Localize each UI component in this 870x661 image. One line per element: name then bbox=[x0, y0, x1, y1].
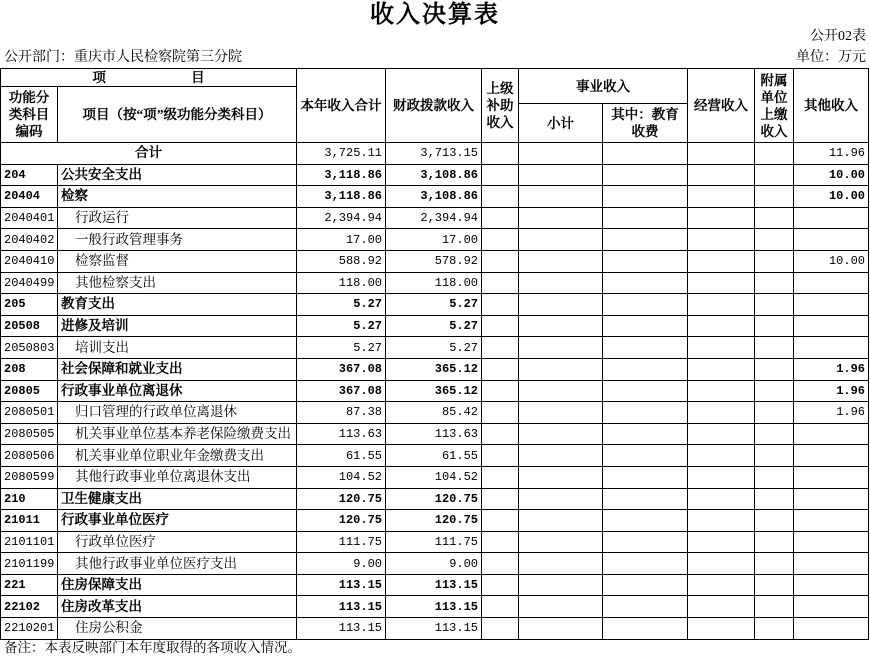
business-subtotal-cell bbox=[519, 488, 603, 510]
other-income-cell bbox=[794, 315, 869, 337]
business-subtotal-cell bbox=[519, 596, 603, 618]
subject-code-cell: 21011 bbox=[1, 510, 58, 532]
table-row bbox=[1, 164, 869, 186]
other-income-cell: 1.96 bbox=[794, 380, 869, 402]
superior-subsidy-cell bbox=[482, 445, 519, 467]
total-income-cell: 113.63 bbox=[297, 423, 386, 445]
business-subtotal-cell bbox=[519, 423, 603, 445]
other-income-cell bbox=[794, 574, 869, 596]
fiscal-allocation-cell: 118.00 bbox=[386, 272, 482, 294]
other-income-cell bbox=[794, 466, 869, 488]
fiscal-allocation-cell: 365.12 bbox=[386, 380, 482, 402]
header-row bbox=[1, 69, 869, 87]
subject-name-cell: 其他行政事业单位医疗支出 bbox=[58, 553, 297, 575]
affiliated-income-cell bbox=[755, 358, 794, 380]
education-fee-cell bbox=[603, 250, 688, 272]
total-income-cell: 5.27 bbox=[297, 294, 386, 316]
operating-income-cell bbox=[688, 164, 755, 186]
business-subtotal-cell bbox=[519, 337, 603, 359]
table-row bbox=[1, 294, 869, 316]
affiliated-income-cell bbox=[755, 337, 794, 359]
fiscal-allocation-cell: 578.92 bbox=[386, 250, 482, 272]
education-fee-cell bbox=[603, 596, 688, 618]
education-fee-cell bbox=[603, 380, 688, 402]
fiscal-allocation-cell: 113.15 bbox=[386, 574, 482, 596]
header-superior-subsidy-label: 上级补助收入 bbox=[486, 81, 514, 130]
fiscal-allocation-cell: 113.15 bbox=[386, 618, 482, 640]
total-income-cell: 588.92 bbox=[297, 250, 386, 272]
total-label: 合计 bbox=[1, 143, 297, 165]
operating-income-cell bbox=[688, 596, 755, 618]
table-row bbox=[1, 402, 869, 424]
operating-income-cell bbox=[688, 143, 755, 165]
affiliated-income-cell bbox=[755, 596, 794, 618]
superior-subsidy-cell bbox=[482, 294, 519, 316]
superior-subsidy-cell bbox=[482, 618, 519, 640]
business-subtotal-cell bbox=[519, 380, 603, 402]
business-subtotal-cell bbox=[519, 229, 603, 251]
income-table bbox=[0, 68, 869, 640]
fiscal-allocation-cell: 3,108.86 bbox=[386, 186, 482, 208]
subject-code-cell: 221 bbox=[1, 574, 58, 596]
business-subtotal-cell bbox=[519, 164, 603, 186]
table-row bbox=[1, 466, 869, 488]
page-title: 收入决算表 bbox=[370, 2, 500, 28]
fiscal-allocation-cell: 113.63 bbox=[386, 423, 482, 445]
subject-code-cell: 2040410 bbox=[1, 250, 58, 272]
fiscal-allocation-cell: 5.27 bbox=[386, 294, 482, 316]
total-income-cell: 17.00 bbox=[297, 229, 386, 251]
subject-code-cell: 20508 bbox=[1, 315, 58, 337]
superior-subsidy-cell bbox=[482, 423, 519, 445]
superior-subsidy-cell bbox=[482, 466, 519, 488]
superior-subsidy-cell bbox=[482, 143, 519, 165]
table-row bbox=[1, 574, 869, 596]
table-row bbox=[1, 229, 869, 251]
other-income-cell: 11.96 bbox=[794, 143, 869, 165]
subject-name-cell: 住房公积金 bbox=[58, 618, 297, 640]
superior-subsidy-cell bbox=[482, 315, 519, 337]
superior-subsidy-cell bbox=[482, 272, 519, 294]
total-income-cell: 3,118.86 bbox=[297, 164, 386, 186]
business-subtotal-cell bbox=[519, 143, 603, 165]
subject-name-cell: 行政事业单位医疗 bbox=[58, 510, 297, 532]
affiliated-income-cell bbox=[755, 553, 794, 575]
affiliated-income-cell bbox=[755, 488, 794, 510]
other-income-cell bbox=[794, 445, 869, 467]
table-row bbox=[1, 250, 869, 272]
table-row bbox=[1, 380, 869, 402]
affiliated-income-cell bbox=[755, 531, 794, 553]
unit-label: 单位：万元 bbox=[796, 50, 866, 65]
affiliated-income-cell bbox=[755, 294, 794, 316]
subject-code-cell: 20404 bbox=[1, 186, 58, 208]
subject-name-cell: 社会保障和就业支出 bbox=[58, 358, 297, 380]
fiscal-allocation-cell: 5.27 bbox=[386, 315, 482, 337]
header-subject-code-label: 功能分类科目编码 bbox=[8, 90, 50, 139]
subject-name-cell: 一般行政管理事务 bbox=[58, 229, 297, 251]
education-fee-cell bbox=[603, 531, 688, 553]
fiscal-allocation-cell: 9.00 bbox=[386, 553, 482, 575]
subject-name-cell: 行政事业单位离退休 bbox=[58, 380, 297, 402]
education-fee-cell bbox=[603, 186, 688, 208]
affiliated-income-cell bbox=[755, 618, 794, 640]
affiliated-income-cell bbox=[755, 229, 794, 251]
business-subtotal-cell bbox=[519, 574, 603, 596]
header-business-subtotal: 小计 bbox=[519, 104, 603, 143]
subject-code-cell: 22102 bbox=[1, 596, 58, 618]
affiliated-income-cell bbox=[755, 250, 794, 272]
affiliated-income-cell bbox=[755, 207, 794, 229]
subject-code-cell: 2101101 bbox=[1, 531, 58, 553]
business-subtotal-cell bbox=[519, 358, 603, 380]
subject-name-cell: 机关事业单位基本养老保险缴费支出 bbox=[58, 423, 297, 445]
subject-name-cell: 公共安全支出 bbox=[58, 164, 297, 186]
table-row bbox=[1, 618, 869, 640]
fiscal-allocation-cell: 120.75 bbox=[386, 510, 482, 532]
table-row bbox=[1, 488, 869, 510]
subject-code-cell: 2080506 bbox=[1, 445, 58, 467]
affiliated-income-cell bbox=[755, 380, 794, 402]
subject-name-cell: 住房保障支出 bbox=[58, 574, 297, 596]
subject-code-cell: 2080501 bbox=[1, 402, 58, 424]
education-fee-cell bbox=[603, 143, 688, 165]
business-subtotal-cell bbox=[519, 272, 603, 294]
other-income-cell: 10.00 bbox=[794, 186, 869, 208]
table-row bbox=[1, 531, 869, 553]
affiliated-income-cell bbox=[755, 445, 794, 467]
business-subtotal-cell bbox=[519, 618, 603, 640]
header-subject-code bbox=[1, 87, 58, 143]
total-income-cell: 61.55 bbox=[297, 445, 386, 467]
fiscal-allocation-cell: 3,713.15 bbox=[386, 143, 482, 165]
other-income-cell bbox=[794, 510, 869, 532]
superior-subsidy-cell bbox=[482, 402, 519, 424]
affiliated-income-cell bbox=[755, 466, 794, 488]
subject-code-cell: 20805 bbox=[1, 380, 58, 402]
education-fee-cell bbox=[603, 466, 688, 488]
business-subtotal-cell bbox=[519, 553, 603, 575]
affiliated-income-cell bbox=[755, 423, 794, 445]
operating-income-cell bbox=[688, 380, 755, 402]
education-fee-cell bbox=[603, 358, 688, 380]
total-row bbox=[1, 143, 869, 165]
table-row bbox=[1, 358, 869, 380]
total-income-cell: 5.27 bbox=[297, 337, 386, 359]
total-income-cell: 2,394.94 bbox=[297, 207, 386, 229]
header-affiliated-income bbox=[755, 69, 794, 143]
subject-code-cell: 2080599 bbox=[1, 466, 58, 488]
superior-subsidy-cell bbox=[482, 186, 519, 208]
total-income-cell: 3,725.11 bbox=[297, 143, 386, 165]
superior-subsidy-cell bbox=[482, 510, 519, 532]
business-subtotal-cell bbox=[519, 402, 603, 424]
business-subtotal-cell bbox=[519, 466, 603, 488]
table-row bbox=[1, 337, 869, 359]
other-income-cell bbox=[794, 337, 869, 359]
other-income-cell: 10.00 bbox=[794, 250, 869, 272]
business-subtotal-cell bbox=[519, 510, 603, 532]
operating-income-cell bbox=[688, 337, 755, 359]
fiscal-allocation-cell: 111.75 bbox=[386, 531, 482, 553]
other-income-cell: 1.96 bbox=[794, 358, 869, 380]
business-subtotal-cell bbox=[519, 315, 603, 337]
other-income-cell bbox=[794, 423, 869, 445]
subject-name-cell: 行政运行 bbox=[58, 207, 297, 229]
total-income-cell: 118.00 bbox=[297, 272, 386, 294]
subject-name-cell: 检察监督 bbox=[58, 250, 297, 272]
superior-subsidy-cell bbox=[482, 596, 519, 618]
operating-income-cell bbox=[688, 466, 755, 488]
header-fiscal-allocation: 财政拨款收入 bbox=[386, 69, 482, 143]
total-income-cell: 113.15 bbox=[297, 596, 386, 618]
subject-code-cell: 210 bbox=[1, 488, 58, 510]
operating-income-cell bbox=[688, 574, 755, 596]
operating-income-cell bbox=[688, 294, 755, 316]
fiscal-allocation-cell: 104.52 bbox=[386, 466, 482, 488]
operating-income-cell bbox=[688, 445, 755, 467]
operating-income-cell bbox=[688, 618, 755, 640]
education-fee-cell bbox=[603, 164, 688, 186]
fiscal-allocation-cell: 120.75 bbox=[386, 488, 482, 510]
other-income-cell bbox=[794, 272, 869, 294]
business-subtotal-cell bbox=[519, 186, 603, 208]
other-income-cell: 1.96 bbox=[794, 402, 869, 424]
subject-name-cell: 进修及培训 bbox=[58, 315, 297, 337]
other-income-cell bbox=[794, 618, 869, 640]
total-income-cell: 5.27 bbox=[297, 315, 386, 337]
affiliated-income-cell bbox=[755, 143, 794, 165]
header-item bbox=[1, 69, 297, 87]
other-income-cell bbox=[794, 596, 869, 618]
superior-subsidy-cell bbox=[482, 250, 519, 272]
table-row bbox=[1, 272, 869, 294]
table-row bbox=[1, 315, 869, 337]
subject-name-cell: 培训支出 bbox=[58, 337, 297, 359]
total-income-cell: 120.75 bbox=[297, 510, 386, 532]
superior-subsidy-cell bbox=[482, 531, 519, 553]
education-fee-cell bbox=[603, 574, 688, 596]
superior-subsidy-cell bbox=[482, 358, 519, 380]
subject-code-cell: 2050803 bbox=[1, 337, 58, 359]
header-education-fee bbox=[603, 104, 688, 143]
table-row bbox=[1, 510, 869, 532]
superior-subsidy-cell bbox=[482, 229, 519, 251]
total-income-cell: 87.38 bbox=[297, 402, 386, 424]
fiscal-allocation-cell: 365.12 bbox=[386, 358, 482, 380]
total-income-cell: 367.08 bbox=[297, 358, 386, 380]
operating-income-cell bbox=[688, 229, 755, 251]
header-education-fee-label: 其中：教育收费 bbox=[611, 107, 679, 139]
total-income-cell: 367.08 bbox=[297, 380, 386, 402]
other-income-cell bbox=[794, 531, 869, 553]
fiscal-allocation-cell: 61.55 bbox=[386, 445, 482, 467]
affiliated-income-cell bbox=[755, 164, 794, 186]
subject-name-cell: 机关事业单位职业年金缴费支出 bbox=[58, 445, 297, 467]
total-income-cell: 113.15 bbox=[297, 618, 386, 640]
education-fee-cell bbox=[603, 402, 688, 424]
superior-subsidy-cell bbox=[482, 553, 519, 575]
education-fee-cell bbox=[603, 618, 688, 640]
superior-subsidy-cell bbox=[482, 164, 519, 186]
education-fee-cell bbox=[603, 294, 688, 316]
operating-income-cell bbox=[688, 488, 755, 510]
total-income-cell: 113.15 bbox=[297, 574, 386, 596]
subject-code-cell: 204 bbox=[1, 164, 58, 186]
subject-code-cell: 208 bbox=[1, 358, 58, 380]
other-income-cell bbox=[794, 553, 869, 575]
table-row bbox=[1, 445, 869, 467]
education-fee-cell bbox=[603, 229, 688, 251]
operating-income-cell bbox=[688, 250, 755, 272]
subject-name-cell: 卫生健康支出 bbox=[58, 488, 297, 510]
fiscal-allocation-cell: 2,394.94 bbox=[386, 207, 482, 229]
other-income-cell bbox=[794, 229, 869, 251]
education-fee-cell bbox=[603, 423, 688, 445]
subject-code-cell: 2101199 bbox=[1, 553, 58, 575]
affiliated-income-cell bbox=[755, 186, 794, 208]
business-subtotal-cell bbox=[519, 207, 603, 229]
subject-name-cell: 行政单位医疗 bbox=[58, 531, 297, 553]
table-row bbox=[1, 423, 869, 445]
table-row bbox=[1, 186, 869, 208]
superior-subsidy-cell bbox=[482, 337, 519, 359]
other-income-cell bbox=[794, 488, 869, 510]
education-fee-cell bbox=[603, 553, 688, 575]
total-income-cell: 111.75 bbox=[297, 531, 386, 553]
business-subtotal-cell bbox=[519, 445, 603, 467]
table-row bbox=[1, 207, 869, 229]
subject-name-cell: 其他行政事业单位离退休支出 bbox=[58, 466, 297, 488]
subject-code-cell: 2210201 bbox=[1, 618, 58, 640]
other-income-cell bbox=[794, 294, 869, 316]
table-header bbox=[1, 69, 869, 143]
subject-name-cell: 住房改革支出 bbox=[58, 596, 297, 618]
education-fee-cell bbox=[603, 488, 688, 510]
education-fee-cell bbox=[603, 315, 688, 337]
education-fee-cell bbox=[603, 207, 688, 229]
operating-income-cell bbox=[688, 510, 755, 532]
superior-subsidy-cell bbox=[482, 207, 519, 229]
header-operating-income: 经营收入 bbox=[688, 69, 755, 143]
education-fee-cell bbox=[603, 510, 688, 532]
header-item-label: 项 目 bbox=[92, 70, 205, 85]
subject-code-cell: 2040402 bbox=[1, 229, 58, 251]
education-fee-cell bbox=[603, 272, 688, 294]
business-subtotal-cell bbox=[519, 294, 603, 316]
total-income-cell: 104.52 bbox=[297, 466, 386, 488]
subject-code-cell: 205 bbox=[1, 294, 58, 316]
operating-income-cell bbox=[688, 207, 755, 229]
affiliated-income-cell bbox=[755, 574, 794, 596]
affiliated-income-cell bbox=[755, 315, 794, 337]
subject-name-cell: 其他检察支出 bbox=[58, 272, 297, 294]
operating-income-cell bbox=[688, 272, 755, 294]
header-business-income: 事业收入 bbox=[519, 69, 688, 104]
affiliated-income-cell bbox=[755, 510, 794, 532]
total-income-cell: 3,118.86 bbox=[297, 186, 386, 208]
total-income-cell: 120.75 bbox=[297, 488, 386, 510]
header-total-income: 本年收入合计 bbox=[297, 69, 386, 143]
table-row bbox=[1, 596, 869, 618]
operating-income-cell bbox=[688, 531, 755, 553]
superior-subsidy-cell bbox=[482, 380, 519, 402]
table-row bbox=[1, 553, 869, 575]
operating-income-cell bbox=[688, 358, 755, 380]
subject-code-cell: 2040499 bbox=[1, 272, 58, 294]
fiscal-allocation-cell: 85.42 bbox=[386, 402, 482, 424]
affiliated-income-cell bbox=[755, 402, 794, 424]
form-number: 公开02表 bbox=[810, 29, 866, 44]
header-superior-subsidy bbox=[482, 69, 519, 143]
fiscal-allocation-cell: 17.00 bbox=[386, 229, 482, 251]
fiscal-allocation-cell: 3,108.86 bbox=[386, 164, 482, 186]
footnote: 备注：本表反映部门本年度取得的各项收入情况。 bbox=[4, 640, 301, 655]
superior-subsidy-cell bbox=[482, 574, 519, 596]
other-income-cell: 10.00 bbox=[794, 164, 869, 186]
department-label: 公开部门：重庆市人民检察院第三分院 bbox=[4, 50, 242, 65]
table-body bbox=[1, 143, 869, 640]
operating-income-cell bbox=[688, 423, 755, 445]
subject-name-cell: 检察 bbox=[58, 186, 297, 208]
affiliated-income-cell bbox=[755, 272, 794, 294]
business-subtotal-cell bbox=[519, 531, 603, 553]
total-income-cell: 9.00 bbox=[297, 553, 386, 575]
superior-subsidy-cell bbox=[482, 488, 519, 510]
business-subtotal-cell bbox=[519, 250, 603, 272]
fiscal-allocation-cell: 5.27 bbox=[386, 337, 482, 359]
header-affiliated-income-label: 附属单位上缴收入 bbox=[760, 72, 788, 139]
subject-code-cell: 2040401 bbox=[1, 207, 58, 229]
fiscal-allocation-cell: 113.15 bbox=[386, 596, 482, 618]
subject-name-cell: 教育支出 bbox=[58, 294, 297, 316]
operating-income-cell bbox=[688, 553, 755, 575]
education-fee-cell bbox=[603, 337, 688, 359]
subject-name-cell: 归口管理的行政单位离退休 bbox=[58, 402, 297, 424]
operating-income-cell bbox=[688, 315, 755, 337]
education-fee-cell bbox=[603, 445, 688, 467]
header-other-income: 其他收入 bbox=[794, 69, 869, 143]
operating-income-cell bbox=[688, 186, 755, 208]
subject-code-cell: 2080505 bbox=[1, 423, 58, 445]
header-subject-name: 项目（按“项”级功能分类科目） bbox=[58, 87, 297, 143]
other-income-cell bbox=[794, 207, 869, 229]
operating-income-cell bbox=[688, 402, 755, 424]
